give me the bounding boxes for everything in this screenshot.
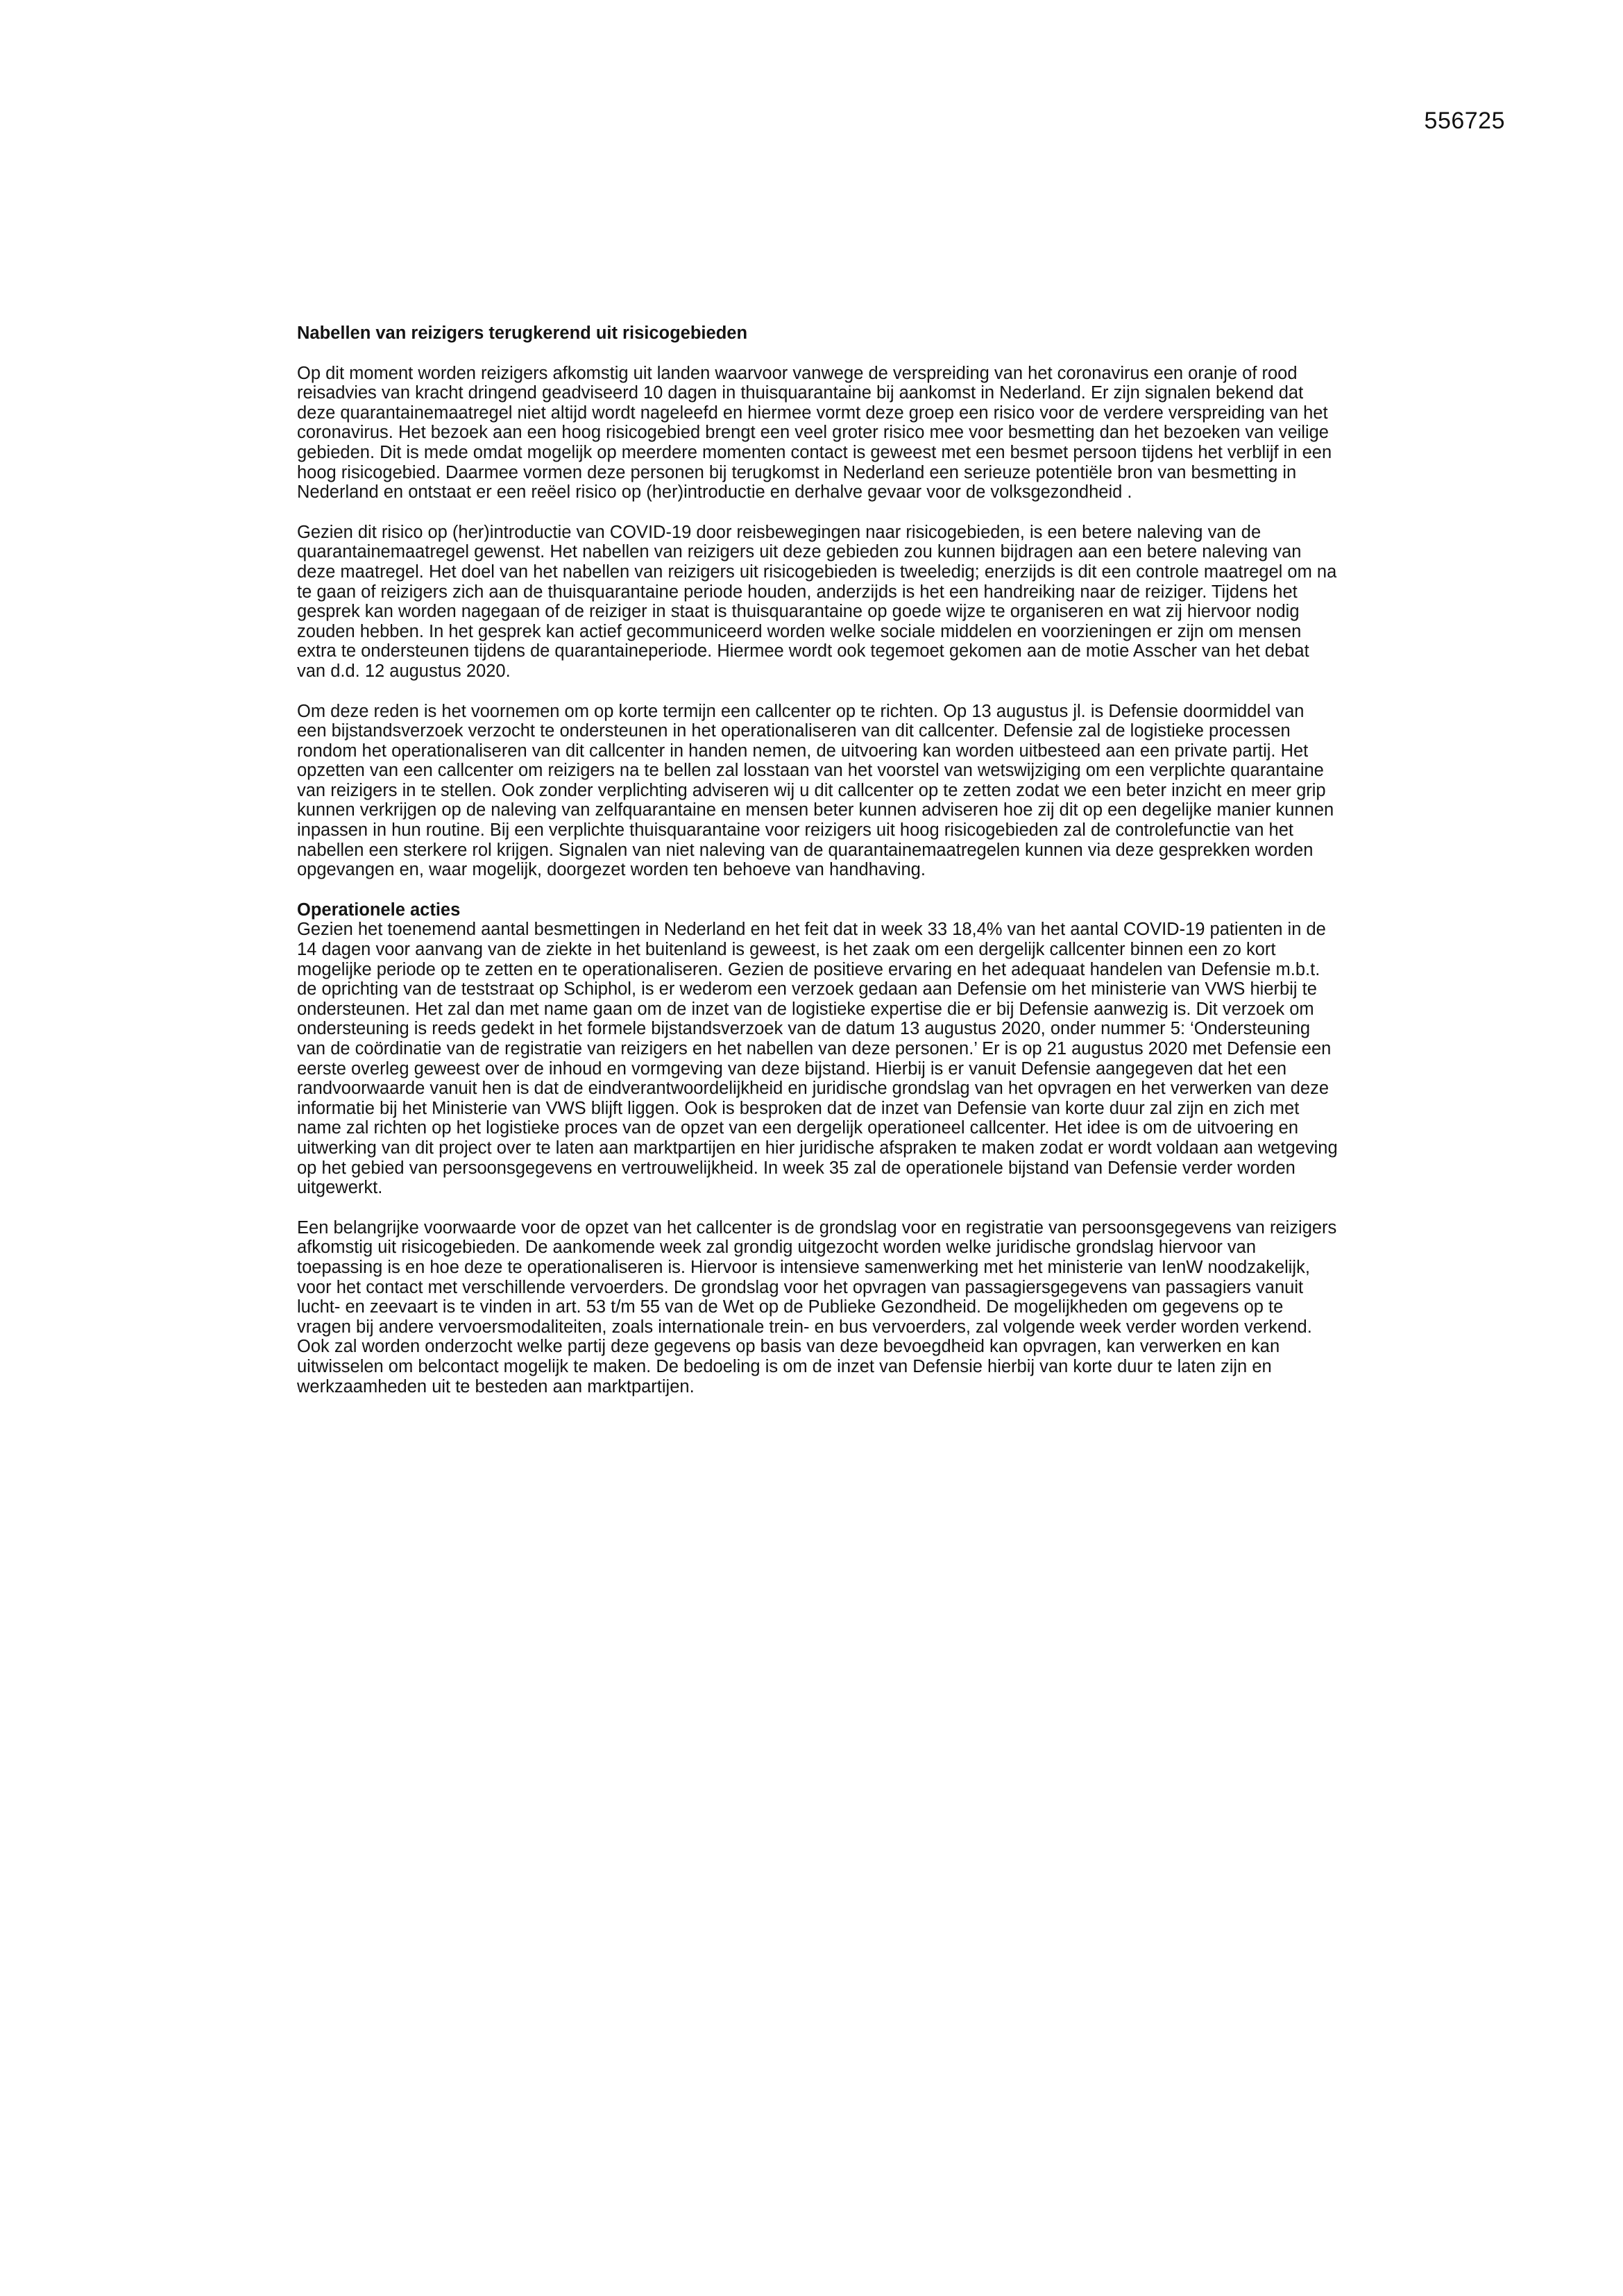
paragraph: Een belangrijke voorwaarde voor de opzet van het callcenter is de grondslag voor en registratie van persoonsgegevens van reizigers afkomstig uit risicogebieden. De aankomende week zal grondig uitgezocht worden welke juridische grondslag hiervoor van toepassing is en hoe deze te operationaliseren is. Hiervoor is intensieve samenwerking met het ministerie van IenW noodzakelijk, voor het contact met verschillende vervoerders. De grondslag voor het opvragen van passagiersgegevens van passagiers vanuit lucht- en zeevaart is te vinden in art. 53 t/m 55 van de Wet op de Publieke Gezondheid. De mogelijkheden om gegevens op te vragen bij andere vervoersmodaliteiten, zoals internationale trein- en bus vervoerders, zal volgende week verder worden verkend. Ook zal worden onderzocht welke partij deze gegevens op basis van deze bevoegdheid kan opvragen, kan verwerken en kan uitwisselen om belcontact mogelijk te maken. De bedoeling is om de inzet van Defensie hierbij van korte duur te laten zijn en werkzaamheden uit te besteden aan marktpartijen. [297,1217,1337,1396]
section-heading: Operationele acties [297,900,461,920]
document-number: 556725 [1424,108,1505,134]
document-body [297,323,1338,1417]
paragraph: Gezien dit risico op (her)introductie van COVID-19 door reisbewegingen naar risicogebieden, is een betere naleving van de quarantainemaatregel gewenst. Het nabellen van reizigers uit deze gebieden zou kunnen bijdragen aan een betere naleving van deze maatregel. Het doel van het nabellen van reizigers uit risicogebieden is tweeledig; enerzijds is dit een controle maatregel om na te gaan of reizigers zich aan de thuisquarantaine periode houden, anderzijds is het een handreiking naar de reiziger. Tijdens het gesprek kan worden nagegaan of de reiziger in staat is thuisquarantaine op goede wijze te organiseren en wat zij hiervoor nodig zouden hebben. In het gesprek kan actief gecommuniceerd worden welke sociale middelen en voorzieningen er zijn om mensen extra te ondersteunen tijdens de quarantaineperiode. Hiermee wordt ook tegemoet gekomen aan de motie Asscher van het debat van d.d. 12 augustus 2020. [297,522,1337,681]
paragraph: Gezien het toenemend aantal besmettingen in Nederland en het feit dat in week 33 18,4% van het aantal COVID-19 patienten in de 14 dagen voor aanvang van de ziekte in het buitenland is geweest, is het zaak om een dergelijk callcenter binnen een zo kort mogelijke periode op te zetten en te operationaliseren. Gezien de positieve ervaring en het adequaat handelen van Defensie m.b.t. de oprichting van de teststraat op Schiphol, is er wederom een verzoek gedaan aan Defensie om het ministerie van VWS hierbij te ondersteunen. Het zal dan met name gaan om de inzet van de logistieke expertise die er bij Defensie aanwezig is. Dit verzoek om ondersteuning is reeds gedekt in het formele bijstandsverzoek van de datum 13 augustus 2020, onder nummer 5: ‘Ondersteuning van de coördinatie van de registratie van reizigers en het nabellen van deze personen.’ Er is op 21 augustus 2020 met Defensie een eerste overleg geweest over de inhoud en vormgeving van deze bijstand. Hierbij is er vanuit Defensie aangegeven dat het een randvoorwaarde vanuit hen is dat de eindverantwoordelijkheid en juridische grondslag van het opvragen en het verwerken van deze informatie bij het Ministerie van VWS blijft liggen. Ook is besproken dat de inzet van Defensie van korte duur zal zijn en zich met name zal richten op het logistieke proces van de opzet van een dergelijk operationeel callcenter. Het idee is om de uitvoering en uitwerking van dit project over te laten aan marktpartijen en hier juridische afspraken te maken zodat er wordt voldaan aan wetgeving op het gebied van persoonsgegevens en vertrouwelijkheid. In week 35 zal de operationele bijstand van Defensie verder worden uitgewerkt. [297,920,1338,1198]
paragraph: Op dit moment worden reizigers afkomstig uit landen waarvoor vanwege de verspreiding van het coronavirus een oranje of rood reisadvies van kracht dringend geadviseerd 10 dagen in thuisquarantaine bij aankomst in Nederland. Er zijn signalen bekend dat deze quarantainemaatregel niet altijd wordt nageleefd en hiermee vormt deze groep een risico voor de verdere verspreiding van het coronavirus. Het bezoek aan een hoog risicogebied brengt een veel groter risico mee voor besmetting dan het bezoeken van veilige gebieden. Dit is mede omdat mogelijk op meerdere momenten contact is geweest met een besmet persoon tijdens het verblijf in een hoog risicogebied. Daarmee vormen deze personen bij terugkomst in Nederland een serieuze potentiële bron van besmetting in Nederland en ontstaat er een reëel risico op (her)introductie en derhalve gevaar voor de volksgezondheid . [297,363,1332,503]
document-title: Nabellen van reizigers terugkerend uit risicogebieden [297,323,748,343]
paragraph: Om deze reden is het voornemen om op korte termijn een callcenter op te richten. Op 13 augustus jl. is Defensie doormiddel van een bijstandsverzoek verzocht te ondersteunen in het operationaliseren van dit callcenter. Defensie zal de logistieke processen rondom het operationaliseren van dit callcenter in handen nemen, de uitvoering kan worden uitbesteed aan een private partij. Het opzetten van een callcenter om reizigers na te bellen zal losstaan van het voorstel van wetswijziging om een verplichte quarantaine van reizigers in te stellen. Ook zonder verplichting adviseren wij u dit callcenter op te zetten zodat we een beter inzicht en meer grip kunnen verkrijgen op de naleving van zelfquarantaine en mensen beter kunnen adviseren hoe zij dit op een degelijke manier kunnen inpassen in hun routine. Bij een verplichte thuisquarantaine voor reizigers uit hoog risicogebieden zal de controlefunctie van het nabellen een sterkere rol krijgen. Signalen van niet naleving van de quarantainemaatregelen kunnen via deze gesprekken worden opgevangen en, waar mogelijk, doorgezet worden ten behoeve van handhaving. [297,701,1334,880]
